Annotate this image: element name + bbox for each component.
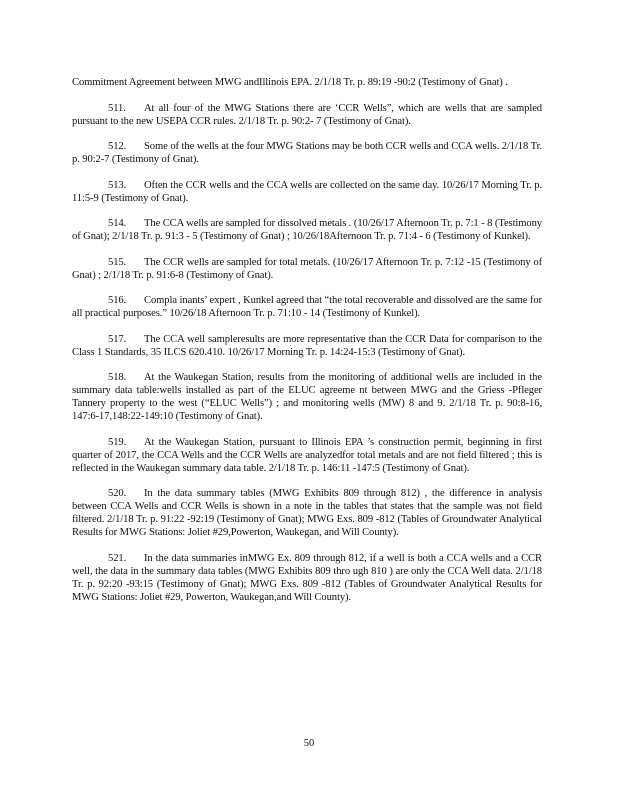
paragraph-number: 514. — [108, 218, 127, 229]
numbered-paragraphs — [72, 102, 542, 604]
numbered-paragraph — [72, 217, 542, 243]
paragraph-number: 511. — [108, 102, 126, 114]
paragraph-text: Often the CCR wells and the CCA wells are collected on the same day. 10/26/17 Morning Tr. p. 11:5-9 (Testimony of Gnat). — [72, 179, 542, 204]
paragraph-number: 519. — [108, 436, 127, 448]
paragraph-text: The CCA wells are sampled for dissolved metals . (10/26/17 Afternoon Tr. p. 7:1 - 8 (Testimony of Gnat); 2/1/18 Tr. p. 91:3 - 5 (Testimony of Gnat) ; 10/26/18Afternoon Tr. p. 71:4 - 6 (Testimony of Kunkel). — [72, 218, 542, 242]
paragraph-number: 513. — [108, 179, 127, 191]
numbered-paragraph — [72, 294, 542, 320]
paragraph-number: 517. — [108, 333, 127, 345]
paragraph-text: At all four of the MWG Stations there are ‘CCR Wells”, which are wells that are sampled pursuant to the new USEPA CCR rules. 2/1/18 Tr. p. 90:2- 7 (Testimony of Gnat). — [72, 102, 542, 127]
numbered-paragraph — [72, 333, 542, 359]
paragraph-number: 520. — [108, 488, 127, 499]
paragraph-text: The CCA well sampleresults are more representative than the CCR Data for comparison to the Class 1 Standards, 35 ILCS 620.410. 10/26/17 Morning Tr. p. 14:24-15:3 (Testimony of Gnat). — [72, 333, 542, 358]
paragraph-number: 512. — [108, 141, 127, 152]
paragraph-number: 521. — [108, 552, 127, 564]
paragraph-text: The CCR wells are sampled for total metals. (10/26/17 Afternoon Tr. p. 7:12 -15 (Testimony of Gnat) ; 2/1/18 Tr. p. 91:6-8 (Testimony of Gnat). — [72, 256, 542, 281]
paragraph-text: In the data summaries inMWG Ex. 809 through 812, if a well is both a CCA wells and a CCR well, the data in the summary data tables (MWG Exhibits 809 thro ugh 810 ) are only the CCA Well data. 2/1/18 Tr. p. 92:20 -93:15 (Testimony of Gnat); MWG Exs. 809 -812 (Tables of Groundwater Analytical Results for MWG Stations: Joliet #29, Powerton, Waukegan,and Will County). — [72, 552, 542, 603]
numbered-paragraph — [72, 436, 542, 475]
numbered-paragraph — [72, 487, 542, 539]
paragraph-number: 518. — [108, 372, 127, 383]
numbered-paragraph — [72, 140, 542, 166]
numbered-paragraph — [72, 102, 542, 128]
paragraph-text: Some of the wells at the four MWG Stations may be both CCR wells and CCA wells. 2/1/18 Tr. p. 90:2-7 (Testimony of Gnat). — [72, 141, 542, 165]
paragraph-text: At the Waukegan Station, results from the monitoring of additional wells are included in the summary data table:wells installed as part of the ELUC agreeme nt between MWG and the Griess -Pfleger Tannery property to the west (“ELUC Wells”) ; and monitoring wells (MW) 8 and 9. 2/1/18 Tr. p. 90:8-16, 147:6-17,148:22-149:10 (Testimony of Gnat). — [72, 372, 542, 422]
paragraph-number: 515. — [108, 256, 127, 268]
numbered-paragraph — [72, 256, 542, 282]
paragraph-text: In the data summary tables (MWG Exhibits 809 through 812) , the difference in analysis between CCA Wells and CCR Wells is shown in a note in the tables that states that the sample was not field filtered. 2/1/18 Tr. p. 91:22 -92:19 (Testimony of Gnat); MWG Exs. 809 -812 (Tables of Groundwater Analytical Results for MWG Stations: Joliet #29,Powerton, Waukegan, and Will County). — [72, 488, 542, 538]
page-number: 50 — [303, 738, 315, 749]
paragraph-text: Compla inants’ expert , Kunkel agreed that “the total recoverable and dissolved are the same for all practical purposes.” 10/26/18 Afternoon Tr. p. 71:10 - 14 (Testimony of Kunkel). — [72, 295, 542, 319]
continuation-paragraph: Commitment Agreement between MWG andIllinois EPA. 2/1/18 Tr. p. 89:19 -90:2 (Testimony of Gnat) . — [72, 77, 508, 88]
numbered-paragraph — [72, 179, 542, 205]
document-body — [72, 76, 542, 616]
numbered-paragraph — [72, 552, 542, 604]
paragraph-text: At the Waukegan Station, pursuant to Illinois EPA ’s construction permit, beginning in first quarter of 2017, the CCA Wells and the CCR Wells are analyzedfor total metals and are not field filtered ; this is reflected in the Waukegan summary data table. 2/1/18 Tr. p. 146:11 -147:5 (Testimony of Gnat). — [72, 436, 542, 474]
paragraph-number: 516. — [108, 295, 127, 306]
numbered-paragraph — [72, 371, 542, 423]
